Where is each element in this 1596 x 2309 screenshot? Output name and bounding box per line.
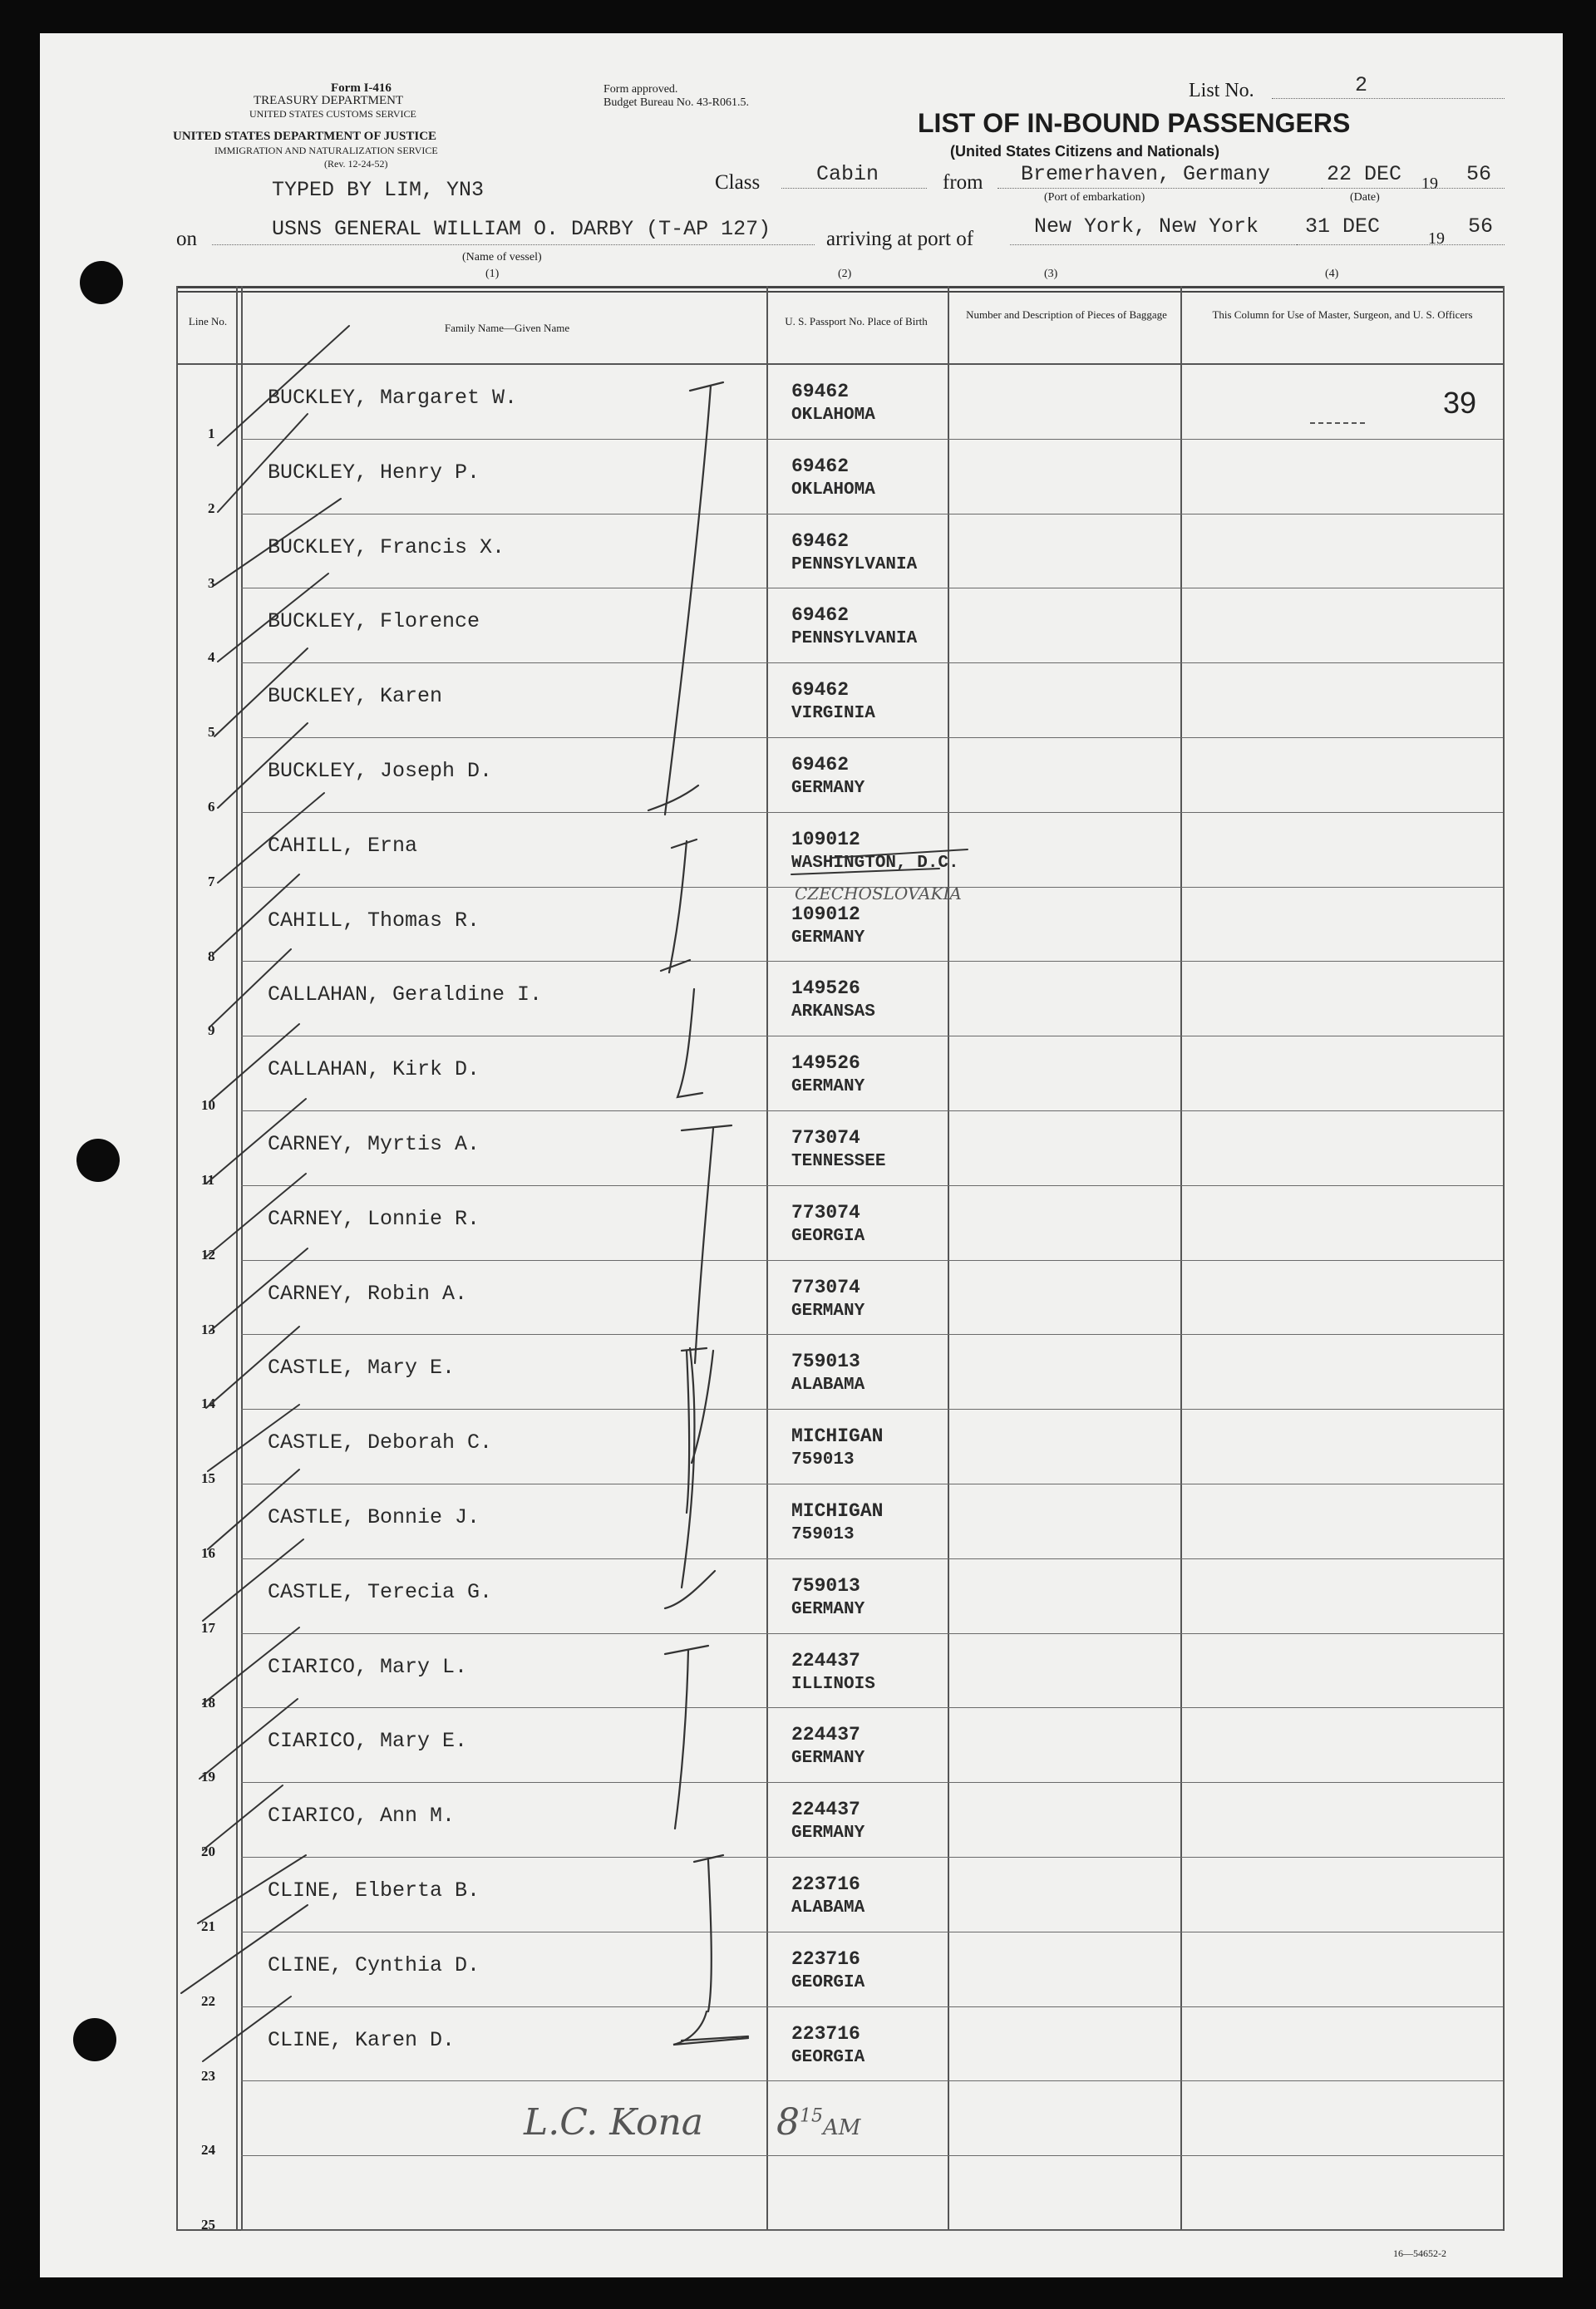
place-of-birth: PENNSYLVANIA [791, 629, 918, 649]
passenger-name: BUCKLEY, Margaret W. [268, 386, 518, 410]
place-of-birth: GEORGIA [791, 2047, 865, 2067]
passport-number: 69462 [791, 754, 850, 775]
place-of-birth: GEORGIA [791, 1226, 865, 1246]
date-caption: (Date) [1350, 191, 1380, 204]
vessel-name: USNS GENERAL WILLIAM O. DARBY (T-AP 127) [272, 217, 771, 241]
passport-number: 759013 [791, 1351, 860, 1373]
from-year: 56 [1466, 162, 1492, 186]
passport-number: 223716 [791, 1873, 860, 1895]
birthplace-correction: CZECHOSLOVAKIA [795, 884, 962, 903]
from-year-prefix: 19 [1421, 175, 1438, 193]
line-number: 6 [208, 799, 215, 815]
passenger-name: CARNEY, Lonnie R. [268, 1206, 480, 1231]
dept-customs: UNITED STATES CUSTOMS SERVICE [249, 108, 416, 120]
header-line-no: Line No. [188, 315, 228, 327]
passport-number: 773074 [791, 1201, 860, 1223]
passport-number: 69462 [791, 529, 850, 552]
dept-treasury: TREASURY DEPARTMENT [254, 94, 404, 107]
place-of-birth: GERMANY [791, 779, 865, 798]
arriving-label: arriving at port of [826, 228, 974, 250]
header-passport: U. S. Passport No. Place of Birth [785, 315, 928, 327]
passenger-name: BUCKLEY, Karen [268, 684, 443, 709]
passenger-name: CIARICO, Mary E. [268, 1729, 468, 1754]
header-baggage: Number and Description of Pieces of Baggage [966, 308, 1167, 321]
passport-number: 224437 [791, 1724, 860, 1746]
passenger-name: CLINE, Cynthia D. [268, 1952, 480, 1977]
line-number: 19 [201, 1769, 215, 1785]
from-port: Bremerhaven, Germany [1021, 162, 1271, 186]
line-number: 1 [208, 426, 215, 441]
on-label: on [176, 228, 197, 250]
passport-number: 773074 [791, 1127, 860, 1149]
place-of-birth: GERMANY [791, 1824, 865, 1844]
passenger-name: CASTLE, Terecia G. [268, 1579, 493, 1604]
passenger-name: CARNEY, Myrtis A. [268, 1132, 480, 1156]
form-number: Form I-416 [331, 81, 392, 95]
line-number: 20 [201, 1844, 215, 1860]
passport-number: 69462 [791, 604, 850, 627]
arrival-port: New York, New York [1034, 214, 1259, 239]
footer-code: 16—54652-2 [1393, 2247, 1446, 2259]
line-number: 9 [208, 1022, 215, 1039]
list-no-value: 2 [1355, 73, 1368, 97]
line-number: 14 [201, 1396, 215, 1412]
passenger-name: CASTLE, Mary E. [268, 1356, 456, 1381]
line-number: 5 [208, 724, 215, 741]
col-num-4: (4) [1325, 268, 1339, 280]
typed-by: TYPED BY LIM, YN3 [272, 178, 485, 202]
arrival-year-prefix: 19 [1428, 229, 1445, 248]
place-of-birth: 759013 [791, 1450, 855, 1470]
line-number: 4 [208, 649, 215, 666]
line-number: 12 [201, 1246, 215, 1263]
col-num-2: (2) [838, 268, 852, 280]
form-revision: (Rev. 12-24-52) [324, 158, 388, 170]
place-of-birth: VIRGINIA [791, 704, 875, 724]
passenger-name: CLINE, Elberta B. [268, 1878, 480, 1903]
place-of-birth: PENNSYLVANIA [791, 554, 918, 574]
class-label: Class [715, 171, 761, 194]
passenger-name: CIARICO, Ann M. [268, 1804, 456, 1829]
passenger-name: CARNEY, Robin A. [268, 1281, 468, 1306]
place-of-birth: ALABAMA [791, 1376, 865, 1396]
passenger-name: BUCKLEY, Francis X. [268, 534, 505, 559]
passport-number: 223716 [791, 2022, 860, 2045]
col-num-1: (1) [485, 268, 500, 280]
line-number: 10 [201, 1097, 215, 1114]
arrival-date: 31 DEC [1305, 214, 1381, 239]
line-number: 15 [201, 1470, 215, 1487]
passport-number: 759013 [791, 1574, 860, 1597]
officer-note: 39 [1443, 386, 1477, 420]
vessel-caption: (Name of vessel) [462, 251, 542, 263]
handwritten-time [776, 2101, 860, 2144]
line-number: 23 [201, 2067, 215, 2084]
col-num-3: (3) [1044, 268, 1058, 280]
place-of-birth: OKLAHOMA [791, 480, 875, 500]
line-number: 3 [208, 574, 215, 591]
passenger-name: CASTLE, Bonnie J. [268, 1505, 480, 1529]
passport-number: 149526 [791, 1052, 860, 1075]
line-number: 13 [201, 1321, 215, 1337]
handwritten-signature: L.C. Kona [524, 2101, 704, 2144]
passenger-name: BUCKLEY, Joseph D. [268, 759, 493, 783]
budget-bureau: Budget Bureau No. 43-R061.5. [603, 96, 749, 109]
time-suffix: AM [823, 2115, 861, 2140]
line-number: 2 [208, 500, 215, 516]
page-subtitle: (United States Citizens and Nationals) [950, 143, 1220, 160]
line-number: 22 [201, 1992, 215, 2009]
place-of-birth: ARKANSAS [791, 1002, 875, 1022]
arrival-year: 56 [1468, 214, 1494, 239]
passenger-name: CASTLE, Deborah C. [268, 1430, 493, 1455]
line-number: 18 [201, 1694, 215, 1711]
passport-number: 149526 [791, 977, 860, 1000]
passport-number: 69462 [791, 679, 850, 702]
passport-number: MICHIGAN [791, 1425, 884, 1448]
passenger-name: CALLAHAN, Kirk D. [268, 1057, 480, 1082]
dept-ins: IMMIGRATION AND NATURALIZATION SERVICE [214, 145, 438, 156]
dept-justice: UNITED STATES DEPARTMENT OF JUSTICE [173, 130, 437, 143]
place-of-birth: GERMANY [791, 1749, 865, 1769]
place-of-birth: WASHINGTON, D.C. [791, 853, 959, 873]
place-of-birth: ILLINOIS [791, 1674, 875, 1694]
line-number: 8 [208, 948, 215, 964]
passport-number: 773074 [791, 1276, 860, 1298]
passenger-name: CLINE, Karen D. [268, 2027, 456, 2052]
place-of-birth: GEORGIA [791, 1972, 865, 1992]
passport-number: 224437 [791, 1799, 860, 1821]
line-number: 16 [201, 1545, 215, 1561]
time-minutes: 15 [800, 2105, 823, 2127]
header-name: Family Name—Given Name [444, 322, 570, 334]
passport-number: 109012 [791, 828, 860, 850]
place-of-birth: GERMANY [791, 1077, 865, 1097]
from-date: 22 DEC [1327, 162, 1402, 186]
passenger-name: BUCKLEY, Henry P. [268, 460, 480, 485]
passenger-name: CAHILL, Thomas R. [268, 908, 480, 933]
line-number: 21 [201, 1918, 215, 1934]
passenger-name: CAHILL, Erna [268, 833, 418, 858]
line-number: 25 [201, 2217, 215, 2233]
list-no-label: List No. [1189, 80, 1254, 101]
place-of-birth: GERMANY [791, 1301, 865, 1321]
place-of-birth: TENNESSEE [791, 1152, 886, 1171]
page-title: LIST OF IN-BOUND PASSENGERS [918, 108, 1351, 138]
line-number: 11 [201, 1172, 215, 1188]
passport-number: 223716 [791, 1947, 860, 1970]
passenger-name: CALLAHAN, Geraldine I. [268, 982, 543, 1007]
line-number: 24 [201, 2142, 215, 2159]
passport-number: 109012 [791, 903, 860, 925]
passenger-name: BUCKLEY, Florence [268, 609, 480, 634]
line-number: 7 [208, 873, 215, 889]
place-of-birth: GERMANY [791, 928, 865, 948]
passport-number: 69462 [791, 455, 850, 477]
place-of-birth: ALABAMA [791, 1898, 865, 1918]
passport-number: 224437 [791, 1649, 860, 1671]
class-value: Cabin [816, 162, 879, 186]
place-of-birth: GERMANY [791, 1599, 865, 1619]
header-officers: This Column for Use of Master, Surgeon, and U. S. Officers [1212, 308, 1473, 321]
from-label: from [943, 171, 983, 194]
line-number: 17 [201, 1619, 215, 1636]
passport-number: MICHIGAN [791, 1500, 884, 1522]
form-approved: Form approved. [603, 83, 678, 96]
place-of-birth: 759013 [791, 1525, 855, 1544]
passport-number: 69462 [791, 381, 850, 402]
time-hour: 8 [776, 2101, 800, 2144]
port-caption: (Port of embarkation) [1044, 191, 1145, 204]
place-of-birth: OKLAHOMA [791, 406, 875, 425]
passenger-name: CIARICO, Mary L. [268, 1654, 468, 1679]
